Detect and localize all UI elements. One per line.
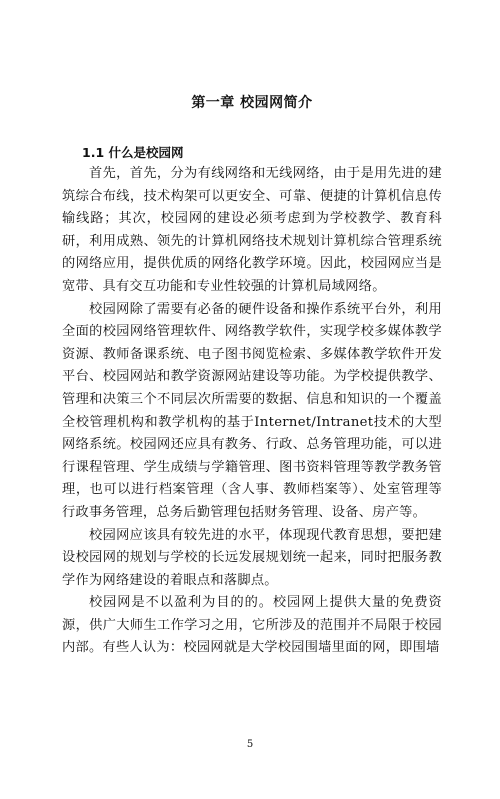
- paragraph: 首先，首先，分为有线网络和无线网络，由于是用先进的建筑综合布线，技术构架可以更安全、可靠、便捷的计算机信息传输线路；其次，校园网的建设必须考虑到为学校教学、教育科研，利用成熟、领先的计算机网络技术规划计算机综合管理系统的网络应用，提供优质的网络化教学环境。因此，校园网应当是宽带、具有交互功能和专业性较强的计算机局域网络。: [62, 166, 442, 294]
- section-heading: 1.1 什么是校园网: [82, 145, 184, 160]
- paragraph: 校园网除了需要有必备的硬件设备和操作系统平台外，利用全面的校园网络管理软件、网络教学软件，实现学校多媒体教学资源、教师备课系统、电子图书阅览检索、多媒体教学软件开发平台、校园网站和教学资源网站建设等功能。为学校提供教学、管理和决策三个不同层次所需要的数据、信息和知识的一个覆盖全校管理机构和教学机构的基于Internet/Intranet技术的大型网络系统。校园网还应具有教务、行政、总务管理功能，可以进行课程管理、学生成绩与学籍管理、图书资料管理等教学教务管理，也可以进行档案管理（含人事、教师档案等）、处室管理等行政事务管理，总务后勤管理包括财务管理、设备、房产等。: [62, 301, 442, 520]
- document-page: [0, 93, 500, 799]
- chapter-title: 第一章 校园网简介: [191, 95, 313, 111]
- paragraph: 校园网应该具有较先进的水平，体现现代教育思想，要把建设校园网的规划与学校的长远发展规划统一起来，同时把服务教学作为网络建设的着眼点和落脚点。: [62, 527, 442, 588]
- paragraph: 校园网是不以盈利为目的的。校园网上提供大量的免费资源，供广大师生工作学习之用，它所涉及的范围并不局限于校园内部。有些人认为：校园网就是大学校园围墙里面的网，即围墙: [62, 595, 442, 656]
- page-number: 5: [246, 739, 254, 750]
